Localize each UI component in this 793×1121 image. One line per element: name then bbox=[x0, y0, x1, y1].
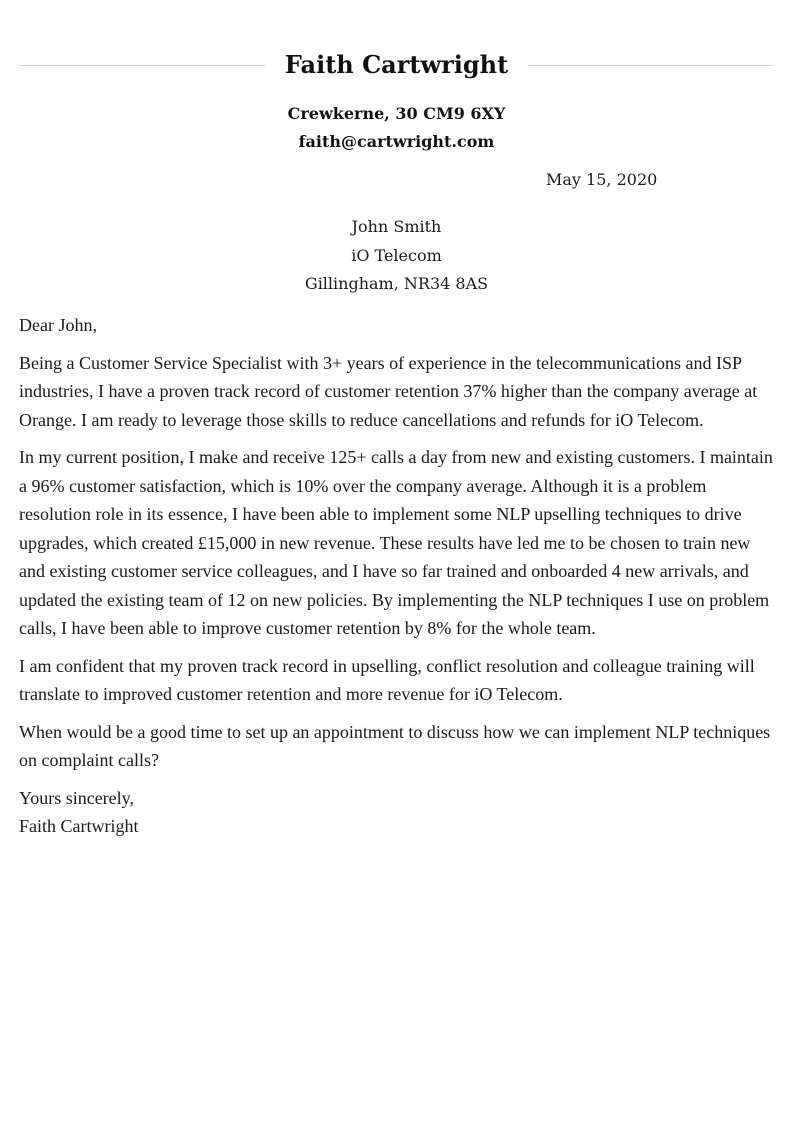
recipient-address: Gillingham, NR34 8AS bbox=[304, 274, 489, 293]
recipient-name: John Smith bbox=[351, 217, 442, 236]
sender-address: Crewkerne, 30 CM9 6XY bbox=[287, 104, 506, 123]
letter-header bbox=[20, 48, 773, 82]
paragraph-2: In my current position, I make and receive 125+ calls a day from new and existing customers. I maintain a 96% customer satisfaction, which is 10% over the company average. Although it is a problem resolution role in its essence, I have been able to implement some NLP upselling techniques to drive upgrades, which created £15,000 in new revenue. These results have led me to be chosen to train new and existing customer service colleagues, and I have so far trained and onboarded 4 new arrivals, and updated the existing team of 12 on new policies. By implementing the NLP techniques I use on problem calls, I have been able to improve customer retention by 8% for the whole team. bbox=[19, 447, 773, 638]
header-rule-left bbox=[20, 65, 265, 66]
sender-name: Faith Cartwright bbox=[284, 50, 509, 79]
salutation: Dear John, bbox=[19, 315, 97, 335]
header-rule-right bbox=[528, 65, 773, 66]
signature: Faith Cartwright bbox=[19, 816, 139, 836]
closing-block bbox=[19, 784, 773, 841]
recipient-block bbox=[0, 213, 793, 299]
sender-contact bbox=[0, 100, 793, 156]
closing: Yours sincerely, bbox=[19, 787, 134, 808]
paragraph-4: When would be a good time to set up an appointment to discuss how we can implement NLP techniques on complaint calls? bbox=[19, 721, 771, 770]
recipient-company: iO Telecom bbox=[351, 245, 442, 265]
paragraph-1: Being a Customer Service Specialist with 3+ years of experience in the telecommunications and ISP industries, I have a proven track record of customer retention 37% higher than the company average at Orange. I am ready to leverage those skills to reduce cancellations and refunds for iO Telecom. bbox=[19, 352, 758, 430]
letter-date: May 15, 2020 bbox=[546, 170, 658, 189]
sender-email: faith@cartwright.com bbox=[298, 132, 495, 151]
paragraph-3: I am confident that my proven track record in upselling, conflict resolution and colleague training will translate to improved customer retention and more revenue for iO Telecom. bbox=[19, 655, 755, 704]
letter-body bbox=[19, 311, 773, 841]
